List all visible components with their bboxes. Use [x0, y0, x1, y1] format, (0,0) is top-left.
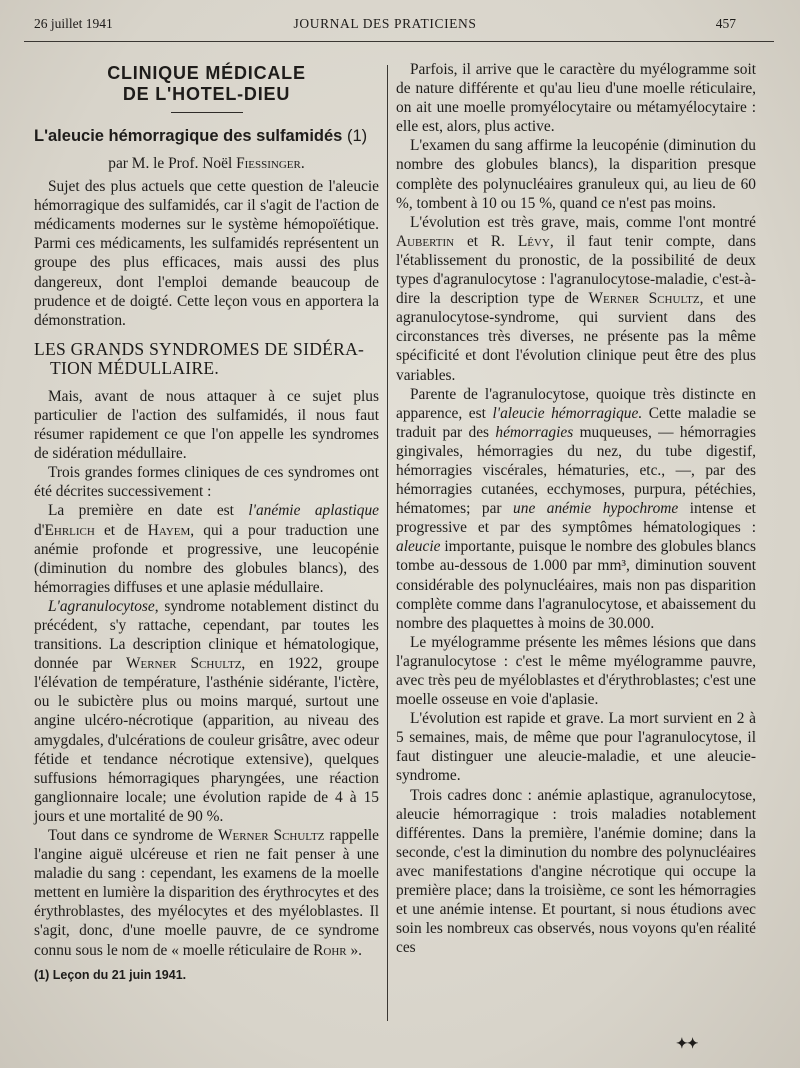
subheading-line-2: TION MÉDULLAIRE.	[50, 357, 220, 378]
paragraph: L'agranulocytose, syndrome notablement distinct du précédent, s'y rattache, cependant, par toutes les transitions. La description clinique et hématologique, donnée par Werner Schultz, en 1922, groupe l'élévation de température, l'asthénie sidérante, l'ictère, ou le subictère plus ou moins marqué, surtout une angine ulcéro-nécrotique (apparition, au niveau des amygdales, d'ulcérations de couleur grisâtre, avec odeur fétide et tendance nécrotique extensive), quelques suffusions hémorragiques pharyngées, une réaction ganglionnaire locale; une évolution rapide de 4 à 15 jours et une mortalité de 90 %.	[34, 597, 379, 825]
author-prefix: par M. le Prof. Noël	[108, 155, 233, 172]
paragraph: Tout dans ce syndrome de Werner Schultz rappelle l'angine aiguë ulcéreuse et rien ne fait penser à une maladie du sang : cependant, les examens de la moelle mettent en lumière la disparition des érythrocytes et des érythroblastes, des myélocytes et des myéloblastes. Il s'agit, donc, d'une moelle pauvre, de ce syndrome connu sous le nom de « moelle réticulaire de Rohr ».	[34, 827, 380, 959]
author-name: Fiessinger.	[236, 155, 305, 172]
paragraph: Mais, avant de nous attaquer à ce sujet plus particulier de l'action des sulfamidés, il nous faut résumer rapidement ce que l'on appelle les syndromes de sidération médullaire.	[34, 387, 379, 463]
page-number: 457	[715, 16, 736, 31]
running-head	[34, 16, 736, 40]
footnote-ref: (1)	[346, 127, 368, 145]
footnote: (1) Leçon du 21 juin 1941.	[34, 967, 187, 982]
paragraph-intro: Sujet des plus actuels que cette question de l'aleucie hémorragique des sulfamidés, car il s'agit de l'action de médicaments modernes sur le système hémopoïétique. Parmi ces médicaments, les sulfamidés représentent un groupe des plus efficaces, mais aussi des plus dangereux, dont l'emploi demande beaucoup de prudence et de doigté. Cette leçon vous en apportera la démonstration.	[34, 178, 379, 329]
article-title-text: L'aleucie hémorragique des sulfamidés	[34, 127, 343, 145]
column-rule	[387, 65, 388, 1021]
subheading	[34, 340, 379, 378]
paragraph: L'examen du sang affirme la leucopénie (diminution du nombre des globules blancs), la disparition presque complète des polynucléaires granuleux qui, au lieu de 60 %, tombent à 10 ou 15 %, quand ce n'est pas moins.	[396, 137, 756, 212]
paragraph: Le myélogramme présente les mêmes lésions que dans l'agranulocytose : c'est le même myélogramme pauvre, avec très peu de myéloblastes et d'érythroblastes; c'est une moelle osseuse en voie d'aplasie.	[396, 633, 756, 709]
paragraph: Parfois, il arrive que le caractère du myélogramme soit de nature différente et qu'au lieu d'une moelle réticulaire, on ait une moelle promyélocytaire ou métamyélocytaire : elle est, alors, plus active.	[396, 61, 756, 136]
printer-mark: ✦✦	[676, 1037, 698, 1052]
article-title	[34, 126, 379, 146]
paragraph: Trois grandes formes cliniques de ces syndromes ont été décrites successivement :	[34, 464, 379, 501]
right-column	[396, 60, 756, 957]
journal-title: JOURNAL DES PRATICIENS	[293, 16, 477, 31]
section-title-line-1: CLINIQUE MÉDICALE	[107, 63, 306, 83]
author-line	[34, 154, 379, 173]
title-rule	[171, 112, 243, 113]
section-title	[34, 63, 379, 105]
paragraph: L'évolution est rapide et grave. La mort survient en 2 à 5 semaines, mais, de même que pour l'agranulocytose, il faut distinguer une aleucie-maladie, et une aleucie-syndrome.	[396, 710, 756, 785]
paragraph: L'évolution est très grave, mais, comme l'ont montré Aubertin et R. Lévy, il faut tenir compte, dans l'établissement du pronostic, de la possibilité de deux types d'agranulocytose : l'agranulocytose-maladie, c'est-à-dire la description type de Werner Schultz, et une agranulocytose-syndrome, qui survient dans des circonstances très diverses, ne présente pas la même spécificité et dont l'évolution clinique peut être des plus variables.	[396, 213, 756, 384]
paragraph: La première en date est l'anémie aplastique d'Ehrlich et de Hayem, qui a pour traduction une anémie profonde et progressive, une leucopénie (diminution du nombre des globules blancs), des hémorragies diffuses et une aplasie médullaire.	[34, 502, 379, 596]
subheading-line-1: LES GRANDS SYNDROMES DE SIDÉRA-	[34, 338, 365, 359]
section-title-line-2: DE L'HOTEL-DIEU	[122, 84, 291, 104]
paragraph: Parente de l'agranulocytose, quoique très distincte en apparence, est l'aleucie hémorragique. Cette maladie se traduit par des hémorragies muqueuses, — hémorragies gingivales, hémorragies du nez, du tube digestif, hémorragies viscérales, hématuries, etc., —, par des hémorragies cutanées, ecchymoses, purpura, pétéchies, hématomes; par une anémie hypochrome intense et progressive et par des symptômes hématologiques : aleucie importante, puisque le nombre des globules blancs tombe au-dessous de 1.000 par mm³, diminution souvent considérable des polynucléaires, mais non pas disparition complète comme dans l'agranulocytose, et abaissement du nombre des plaquettes à moins de 30.000.	[396, 385, 756, 632]
paragraph: Trois cadres donc : anémie aplastique, agranulocytose, aleucie hémorragique : trois maladies notablement différentes. Dans la première, l'anémie domine; dans la seconde, c'est la diminution du nombre des polynucléaires avec manifestations d'angine nécrotique qui occupe la première place; dans la troisième, ce sont les hémorragies et une anémie intense. Et pourtant, si nous étudions avec soin les nombreux cas observés, nous voyons qu'en réalité ces	[396, 786, 756, 957]
left-column	[34, 60, 379, 985]
issue-date: 26 juillet 1941	[34, 16, 113, 31]
header-rule	[24, 41, 774, 42]
